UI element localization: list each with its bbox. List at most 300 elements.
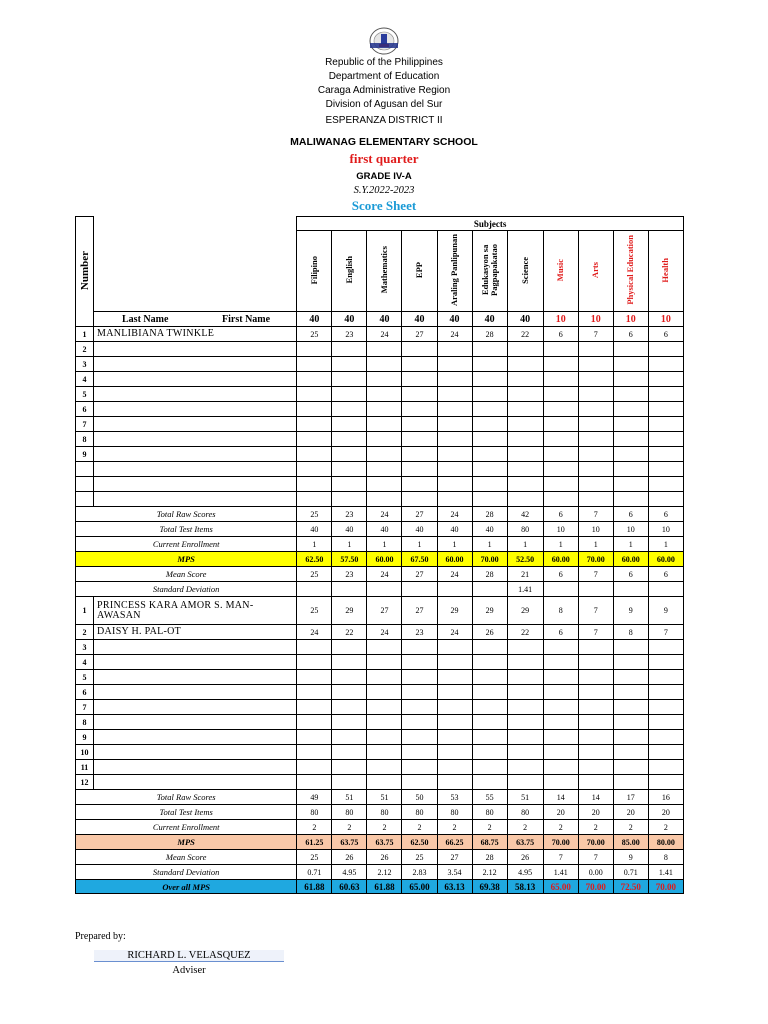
score-cell[interactable]	[297, 745, 332, 760]
score-cell[interactable]	[613, 387, 648, 402]
score-cell[interactable]	[472, 670, 507, 685]
score-cell[interactable]	[507, 387, 543, 402]
score-cell[interactable]	[613, 462, 648, 477]
score-cell[interactable]	[613, 432, 648, 447]
score-cell[interactable]	[543, 432, 578, 447]
score-cell[interactable]	[578, 715, 613, 730]
score-cell[interactable]	[437, 417, 472, 432]
score-cell[interactable]	[613, 700, 648, 715]
score-cell[interactable]	[613, 342, 648, 357]
score-cell[interactable]	[578, 760, 613, 775]
score-cell[interactable]	[472, 462, 507, 477]
score-cell[interactable]	[543, 342, 578, 357]
score-cell[interactable]	[332, 417, 367, 432]
score-cell[interactable]: 27	[402, 327, 437, 342]
score-cell[interactable]: 22	[507, 327, 543, 342]
score-cell[interactable]	[613, 372, 648, 387]
score-cell[interactable]: 6	[543, 625, 578, 640]
score-cell[interactable]	[578, 685, 613, 700]
score-cell[interactable]	[402, 477, 437, 492]
score-cell[interactable]	[297, 700, 332, 715]
score-cell[interactable]	[507, 357, 543, 372]
score-cell[interactable]	[332, 447, 367, 462]
score-cell[interactable]	[297, 715, 332, 730]
score-cell[interactable]	[543, 477, 578, 492]
score-cell[interactable]: 24	[367, 327, 402, 342]
score-cell[interactable]	[507, 432, 543, 447]
score-cell[interactable]	[472, 700, 507, 715]
score-cell[interactable]	[402, 342, 437, 357]
score-cell[interactable]	[507, 760, 543, 775]
score-cell[interactable]	[297, 685, 332, 700]
score-cell[interactable]	[613, 730, 648, 745]
score-cell[interactable]: 7	[578, 327, 613, 342]
score-cell[interactable]	[332, 640, 367, 655]
score-cell[interactable]	[297, 492, 332, 507]
score-cell[interactable]	[613, 775, 648, 790]
score-cell[interactable]	[543, 387, 578, 402]
score-cell[interactable]	[578, 775, 613, 790]
summary-value: 14	[578, 790, 613, 805]
score-cell[interactable]	[578, 670, 613, 685]
score-cell[interactable]: 7	[578, 625, 613, 640]
score-cell[interactable]	[367, 492, 402, 507]
score-cell[interactable]	[297, 760, 332, 775]
score-cell[interactable]	[437, 357, 472, 372]
score-cell[interactable]	[613, 655, 648, 670]
student-name[interactable]	[94, 342, 297, 357]
student-name[interactable]	[94, 745, 297, 760]
score-cell[interactable]: 24	[297, 625, 332, 640]
score-cell[interactable]	[472, 775, 507, 790]
score-cell[interactable]	[332, 655, 367, 670]
score-cell[interactable]	[648, 402, 683, 417]
score-cell[interactable]	[402, 745, 437, 760]
score-cell[interactable]: 25	[297, 327, 332, 342]
score-cell[interactable]	[507, 745, 543, 760]
score-cell[interactable]	[437, 760, 472, 775]
score-cell[interactable]	[332, 670, 367, 685]
score-cell[interactable]	[332, 372, 367, 387]
score-cell[interactable]	[543, 760, 578, 775]
score-cell[interactable]	[578, 462, 613, 477]
score-cell[interactable]	[613, 492, 648, 507]
score-cell[interactable]	[437, 402, 472, 417]
score-cell[interactable]	[472, 357, 507, 372]
score-cell[interactable]	[332, 745, 367, 760]
score-cell[interactable]	[437, 342, 472, 357]
score-cell[interactable]	[297, 432, 332, 447]
score-cell[interactable]	[472, 745, 507, 760]
summary-value: 10	[578, 522, 613, 537]
score-cell[interactable]: 23	[332, 327, 367, 342]
score-cell[interactable]	[613, 715, 648, 730]
score-cell[interactable]	[472, 417, 507, 432]
score-cell[interactable]	[507, 715, 543, 730]
score-cell[interactable]	[402, 432, 437, 447]
score-cell[interactable]	[437, 655, 472, 670]
score-cell[interactable]	[613, 760, 648, 775]
student-name[interactable]	[94, 432, 297, 447]
score-cell[interactable]	[507, 342, 543, 357]
score-cell[interactable]	[297, 477, 332, 492]
student-name[interactable]: DAISY H. PAL-OT	[94, 625, 297, 640]
summary-value: 2	[578, 820, 613, 835]
score-cell[interactable]	[402, 670, 437, 685]
score-cell[interactable]	[437, 700, 472, 715]
score-cell[interactable]	[367, 700, 402, 715]
score-cell[interactable]	[402, 715, 437, 730]
student-name[interactable]	[94, 685, 297, 700]
score-cell[interactable]	[402, 700, 437, 715]
student-name[interactable]	[94, 700, 297, 715]
score-cell[interactable]	[402, 357, 437, 372]
score-cell[interactable]: 27	[402, 597, 437, 625]
score-cell[interactable]	[437, 387, 472, 402]
row-number: 2	[76, 342, 94, 357]
score-cell[interactable]	[648, 670, 683, 685]
score-cell[interactable]: 23	[402, 625, 437, 640]
score-cell[interactable]	[472, 492, 507, 507]
score-cell[interactable]	[402, 462, 437, 477]
score-cell[interactable]	[297, 670, 332, 685]
score-cell[interactable]	[297, 357, 332, 372]
score-cell[interactable]	[648, 745, 683, 760]
score-cell[interactable]	[472, 730, 507, 745]
score-cell[interactable]	[332, 730, 367, 745]
score-cell[interactable]	[472, 685, 507, 700]
score-cell[interactable]	[367, 477, 402, 492]
score-cell[interactable]	[648, 447, 683, 462]
score-cell[interactable]	[578, 477, 613, 492]
score-cell[interactable]	[472, 715, 507, 730]
score-cell[interactable]: 22	[507, 625, 543, 640]
score-cell[interactable]	[402, 387, 437, 402]
score-cell[interactable]: 27	[367, 597, 402, 625]
score-cell[interactable]	[472, 477, 507, 492]
score-cell[interactable]	[297, 372, 332, 387]
score-cell[interactable]	[367, 342, 402, 357]
score-cell[interactable]	[613, 417, 648, 432]
score-cell[interactable]: 8	[613, 625, 648, 640]
score-cell[interactable]	[332, 775, 367, 790]
score-cell[interactable]	[472, 432, 507, 447]
score-cell[interactable]	[613, 357, 648, 372]
student-name[interactable]	[94, 760, 297, 775]
score-cell[interactable]: 6	[613, 327, 648, 342]
score-cell[interactable]	[297, 387, 332, 402]
score-cell[interactable]	[437, 462, 472, 477]
score-cell[interactable]	[332, 492, 367, 507]
student-name[interactable]	[94, 715, 297, 730]
summary-value: 3.54	[437, 865, 472, 880]
student-row	[76, 387, 684, 402]
student-name[interactable]	[94, 387, 297, 402]
score-cell[interactable]	[648, 357, 683, 372]
score-cell[interactable]	[472, 387, 507, 402]
score-cell[interactable]	[437, 730, 472, 745]
score-cell[interactable]	[367, 357, 402, 372]
score-cell[interactable]: 7	[648, 625, 683, 640]
score-cell[interactable]	[543, 357, 578, 372]
score-cell[interactable]	[367, 462, 402, 477]
score-cell[interactable]	[613, 402, 648, 417]
score-cell[interactable]	[648, 715, 683, 730]
score-cell[interactable]	[472, 372, 507, 387]
score-cell[interactable]	[578, 447, 613, 462]
score-cell[interactable]	[367, 760, 402, 775]
score-cell[interactable]	[507, 417, 543, 432]
score-cell[interactable]	[507, 655, 543, 670]
score-cell[interactable]	[402, 417, 437, 432]
score-cell[interactable]	[367, 402, 402, 417]
score-cell[interactable]	[437, 447, 472, 462]
score-cell[interactable]	[437, 477, 472, 492]
score-cell[interactable]	[332, 760, 367, 775]
score-cell[interactable]	[332, 700, 367, 715]
student-name[interactable]	[94, 372, 297, 387]
score-cell[interactable]	[543, 372, 578, 387]
student-name[interactable]	[94, 492, 297, 507]
score-cell[interactable]	[578, 372, 613, 387]
score-cell[interactable]	[613, 670, 648, 685]
score-cell[interactable]	[297, 730, 332, 745]
score-cell[interactable]	[437, 432, 472, 447]
score-cell[interactable]: 29	[332, 597, 367, 625]
score-cell[interactable]	[578, 357, 613, 372]
score-cell[interactable]: 6	[543, 327, 578, 342]
score-cell[interactable]	[578, 402, 613, 417]
score-cell[interactable]	[367, 447, 402, 462]
score-cell[interactable]	[648, 685, 683, 700]
student-name[interactable]	[94, 447, 297, 462]
score-cell[interactable]	[437, 372, 472, 387]
summary-value: 80	[297, 805, 332, 820]
score-cell[interactable]	[437, 670, 472, 685]
score-cell[interactable]	[578, 640, 613, 655]
score-cell[interactable]	[472, 342, 507, 357]
score-cell[interactable]	[648, 432, 683, 447]
score-cell[interactable]	[543, 700, 578, 715]
student-name[interactable]	[94, 730, 297, 745]
score-cell[interactable]	[367, 432, 402, 447]
summary-value: 27	[402, 507, 437, 522]
score-cell[interactable]	[472, 760, 507, 775]
score-cell[interactable]	[472, 402, 507, 417]
score-cell[interactable]	[578, 342, 613, 357]
score-cell[interactable]: 28	[472, 327, 507, 342]
score-cell[interactable]	[437, 715, 472, 730]
score-cell[interactable]	[297, 342, 332, 357]
score-cell[interactable]	[472, 640, 507, 655]
score-cell[interactable]	[543, 447, 578, 462]
score-cell[interactable]	[578, 492, 613, 507]
score-cell[interactable]	[613, 685, 648, 700]
score-cell[interactable]	[648, 640, 683, 655]
score-cell[interactable]	[332, 432, 367, 447]
score-cell[interactable]	[367, 775, 402, 790]
score-cell[interactable]	[507, 730, 543, 745]
score-cell[interactable]	[297, 655, 332, 670]
score-cell[interactable]	[543, 715, 578, 730]
score-cell[interactable]: 24	[367, 625, 402, 640]
score-cell[interactable]	[297, 462, 332, 477]
max-items-cell: 40	[507, 312, 543, 327]
score-cell[interactable]	[367, 655, 402, 670]
score-cell[interactable]	[402, 685, 437, 700]
score-cell[interactable]	[578, 417, 613, 432]
score-cell[interactable]: 6	[648, 327, 683, 342]
score-cell[interactable]	[578, 745, 613, 760]
student-name[interactable]	[94, 477, 297, 492]
score-cell[interactable]	[437, 492, 472, 507]
score-cell[interactable]	[543, 640, 578, 655]
score-cell[interactable]	[297, 417, 332, 432]
score-cell[interactable]	[367, 685, 402, 700]
score-cell[interactable]	[648, 342, 683, 357]
score-cell[interactable]	[543, 775, 578, 790]
score-cell[interactable]	[437, 775, 472, 790]
score-cell[interactable]	[507, 462, 543, 477]
score-cell[interactable]	[543, 402, 578, 417]
score-cell[interactable]	[648, 775, 683, 790]
student-name[interactable]	[94, 357, 297, 372]
score-cell[interactable]	[332, 402, 367, 417]
score-cell[interactable]	[472, 447, 507, 462]
score-cell[interactable]	[613, 640, 648, 655]
score-cell[interactable]	[543, 730, 578, 745]
score-cell[interactable]	[578, 700, 613, 715]
score-cell[interactable]	[437, 745, 472, 760]
score-cell[interactable]	[507, 447, 543, 462]
score-cell[interactable]: 29	[472, 597, 507, 625]
score-cell[interactable]	[578, 730, 613, 745]
score-cell[interactable]	[648, 417, 683, 432]
score-cell[interactable]	[332, 477, 367, 492]
score-cell[interactable]	[613, 745, 648, 760]
student-name[interactable]	[94, 417, 297, 432]
student-name[interactable]	[94, 655, 297, 670]
student-name[interactable]	[94, 775, 297, 790]
score-cell[interactable]	[648, 700, 683, 715]
score-cell[interactable]	[367, 387, 402, 402]
score-cell[interactable]	[507, 700, 543, 715]
score-cell[interactable]: 8	[543, 597, 578, 625]
score-cell[interactable]: 24	[437, 327, 472, 342]
score-cell[interactable]	[297, 447, 332, 462]
score-cell[interactable]	[578, 387, 613, 402]
score-cell[interactable]: 26	[472, 625, 507, 640]
score-cell[interactable]	[472, 655, 507, 670]
score-cell[interactable]	[402, 760, 437, 775]
score-cell[interactable]	[578, 655, 613, 670]
student-name[interactable]: MANLIBIANA TWINKLE	[94, 327, 297, 342]
score-cell[interactable]	[332, 685, 367, 700]
score-cell[interactable]	[367, 417, 402, 432]
student-name[interactable]: PRINCESS KARA AMOR S. MAN-AWASAN	[94, 597, 297, 625]
score-cell[interactable]	[543, 655, 578, 670]
score-cell[interactable]	[648, 655, 683, 670]
score-cell[interactable]	[297, 640, 332, 655]
score-cell[interactable]	[648, 462, 683, 477]
score-cell[interactable]	[578, 432, 613, 447]
score-cell[interactable]	[367, 715, 402, 730]
score-cell[interactable]	[543, 492, 578, 507]
score-cell[interactable]	[543, 745, 578, 760]
score-cell[interactable]	[332, 715, 367, 730]
score-cell[interactable]	[507, 640, 543, 655]
score-cell[interactable]: 22	[332, 625, 367, 640]
score-cell[interactable]	[507, 477, 543, 492]
score-cell[interactable]: 25	[297, 597, 332, 625]
score-cell[interactable]	[507, 372, 543, 387]
score-cell[interactable]	[648, 372, 683, 387]
score-cell[interactable]	[402, 640, 437, 655]
score-cell[interactable]	[648, 387, 683, 402]
row-number: 7	[76, 700, 94, 715]
score-cell[interactable]	[402, 655, 437, 670]
score-cell[interactable]	[332, 342, 367, 357]
score-cell[interactable]	[402, 775, 437, 790]
score-cell[interactable]	[507, 492, 543, 507]
score-cell[interactable]: 29	[507, 597, 543, 625]
score-cell[interactable]	[297, 402, 332, 417]
score-cell[interactable]	[613, 477, 648, 492]
score-cell[interactable]	[367, 730, 402, 745]
score-cell[interactable]	[613, 447, 648, 462]
score-cell[interactable]	[402, 730, 437, 745]
score-cell[interactable]	[402, 372, 437, 387]
score-cell[interactable]	[543, 670, 578, 685]
subject-header: Arts	[590, 261, 601, 279]
score-cell[interactable]	[367, 372, 402, 387]
score-cell[interactable]	[543, 685, 578, 700]
score-cell[interactable]	[543, 417, 578, 432]
student-name[interactable]	[94, 670, 297, 685]
score-cell[interactable]: 9	[648, 597, 683, 625]
score-cell[interactable]	[648, 492, 683, 507]
score-cell[interactable]: 24	[437, 625, 472, 640]
score-cell[interactable]	[332, 357, 367, 372]
score-cell[interactable]	[332, 387, 367, 402]
summary-value: 4.95	[507, 865, 543, 880]
score-cell[interactable]	[648, 477, 683, 492]
score-cell[interactable]	[332, 462, 367, 477]
score-cell[interactable]	[437, 685, 472, 700]
score-cell[interactable]	[648, 760, 683, 775]
student-name[interactable]	[94, 640, 297, 655]
score-cell[interactable]	[543, 462, 578, 477]
score-cell[interactable]	[402, 492, 437, 507]
score-cell[interactable]	[648, 730, 683, 745]
student-name[interactable]	[94, 462, 297, 477]
score-cell[interactable]	[507, 402, 543, 417]
score-cell[interactable]	[402, 447, 437, 462]
score-cell[interactable]	[402, 402, 437, 417]
score-cell[interactable]	[367, 670, 402, 685]
score-cell[interactable]	[297, 775, 332, 790]
score-cell[interactable]	[507, 670, 543, 685]
score-cell[interactable]	[507, 685, 543, 700]
score-cell[interactable]	[437, 640, 472, 655]
score-cell[interactable]: 29	[437, 597, 472, 625]
student-name[interactable]	[94, 402, 297, 417]
score-cell[interactable]	[507, 775, 543, 790]
score-cell[interactable]: 9	[613, 597, 648, 625]
score-cell[interactable]	[367, 745, 402, 760]
score-cell[interactable]: 7	[578, 597, 613, 625]
score-cell[interactable]	[367, 640, 402, 655]
